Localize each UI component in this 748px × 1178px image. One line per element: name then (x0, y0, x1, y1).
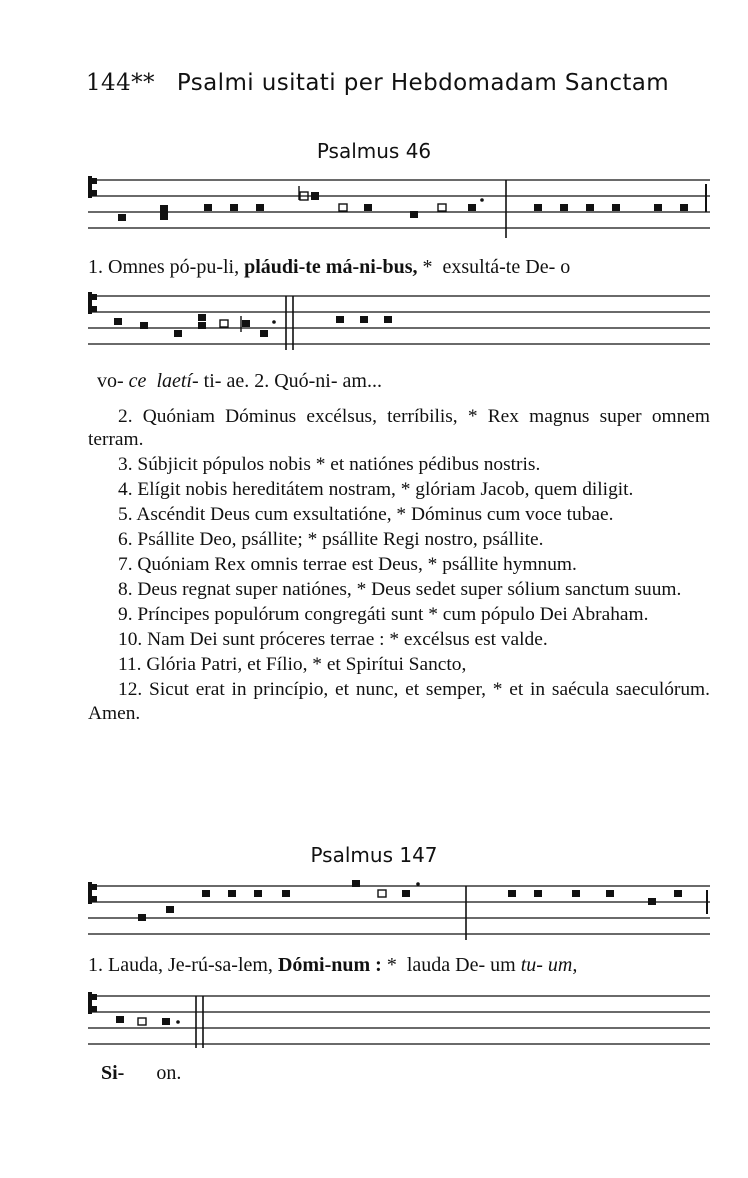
verse-text: Ascéndit Deus cum exsultatióne, * Dóminus cum voce tubae. (136, 504, 614, 526)
verse (88, 405, 710, 452)
verse-text: Príncipes populórum congregáti sunt * cum pópulo Dei Abraham. (137, 604, 649, 626)
verse-text: Psállite Deo, psállite; * psállite Regi nostro, psállite. (137, 529, 544, 551)
verse (88, 528, 710, 551)
lyric-syllable: exsultá-te (442, 256, 521, 278)
psalm-46-verses (88, 405, 710, 727)
lyric-syllable: pláudi-te (244, 256, 321, 278)
verse (88, 553, 710, 576)
lyric-syllable: 1. (88, 954, 103, 976)
verse-number: 3. (118, 454, 133, 476)
lyric-syllable: má-ni-bus, (325, 256, 418, 278)
psalm-46-title: Psalmus 46 (316, 139, 432, 163)
lyric-syllable: o (560, 256, 571, 278)
psalm-147-staff-1 (88, 880, 710, 942)
verse-number: 2. (118, 406, 133, 427)
verse (88, 578, 710, 601)
verse-text: Sicut erat in princípio, et nunc, et semper, * et in saécula saeculórum. Amen. (88, 679, 710, 724)
lyric-syllable: ce (128, 370, 147, 392)
verse-number: 5. (118, 504, 133, 526)
verse (88, 678, 710, 725)
lyric-syllable: Dómi-num : (277, 954, 382, 976)
lyric-syllable: lauda (406, 954, 451, 976)
lyric-syllable: um, (547, 954, 578, 976)
verse-number: 10. (118, 629, 143, 651)
lyric-syllable: am... (342, 370, 382, 392)
psalm-46-staff-2 (88, 292, 710, 356)
lyric-syllable: ae. (226, 370, 250, 392)
lyric-syllable: De- (455, 954, 486, 976)
verse-text: Deus regnat super natiónes, * Deus sedet super sólium sanctum suum. (137, 579, 682, 601)
verse (88, 628, 710, 651)
verse (88, 478, 710, 501)
psalm-147-lyrics-line-1 (88, 954, 577, 977)
lyric-syllable: Je-rú-sa-lem, (167, 954, 273, 976)
verse-text: Quóniam Dóminus excélsus, terríbilis, * Rex magnus super omnem terram. (88, 406, 710, 451)
lyric-syllable: Quó-ni- (274, 370, 338, 392)
verse (88, 603, 710, 626)
verse (88, 453, 710, 476)
lyric-syllable: vo- (97, 370, 124, 392)
verse-number: 4. (118, 479, 133, 501)
lyric-asterisk: * (422, 256, 433, 278)
lyric-syllable: 1. (88, 256, 103, 278)
lyric-syllable: on. (156, 1062, 182, 1084)
lyric-syllable: 2. (254, 370, 270, 392)
verse-text: Elígit nobis hereditátem nostram, * glóriam Jacob, quem diligit. (137, 479, 634, 501)
lyric-syllable: Lauda, (108, 954, 163, 976)
psalm-46-staff-1 (88, 176, 710, 240)
running-title: Psalmi usitati per Hebdomadam Sanctam (176, 70, 670, 96)
lyric-syllable: De- (525, 256, 556, 278)
lyric-syllable: Omnes (108, 256, 165, 278)
verse-number: 6. (118, 529, 133, 551)
page-number: 144** (86, 70, 155, 96)
psalm-46-lyrics-line-1 (88, 256, 570, 279)
verse-number: 7. (118, 554, 133, 576)
lyric-asterisk: * (386, 954, 397, 976)
lyric-syllable: laetí- (156, 370, 199, 392)
page-header (86, 70, 669, 96)
verse-number: 11. (118, 654, 142, 676)
psalm-147-lyrics-line-2 (101, 1062, 181, 1085)
verse (88, 653, 710, 676)
lyric-syllable: um (490, 954, 516, 976)
verse (88, 503, 710, 526)
verse-text: Súbjicit pópulos nobis * et natiónes pédibus nostris. (137, 454, 541, 476)
lyric-syllable: ti- (203, 370, 222, 392)
lyric-syllable: Si- (101, 1062, 125, 1084)
verse-text: Quóniam Rex omnis terrae est Deus, * psállite hymnum. (137, 554, 577, 576)
lyric-syllable: tu- (520, 954, 543, 976)
psalm-46-lyrics-line-2 (97, 370, 382, 393)
verse-text: Glória Patri, et Fílio, * et Spirítui Sancto, (146, 654, 467, 676)
psalm-147-staff-2 (88, 990, 710, 1052)
verse-number: 12. (118, 679, 143, 701)
verse-number: 8. (118, 579, 133, 601)
verse-text: Nam Dei sunt próceres terrae : * excélsus est valde. (147, 629, 548, 651)
verse-number: 9. (118, 604, 133, 626)
lyric-syllable: pó-pu-li, (169, 256, 240, 278)
psalm-147-title: Psalmus 147 (310, 843, 438, 867)
